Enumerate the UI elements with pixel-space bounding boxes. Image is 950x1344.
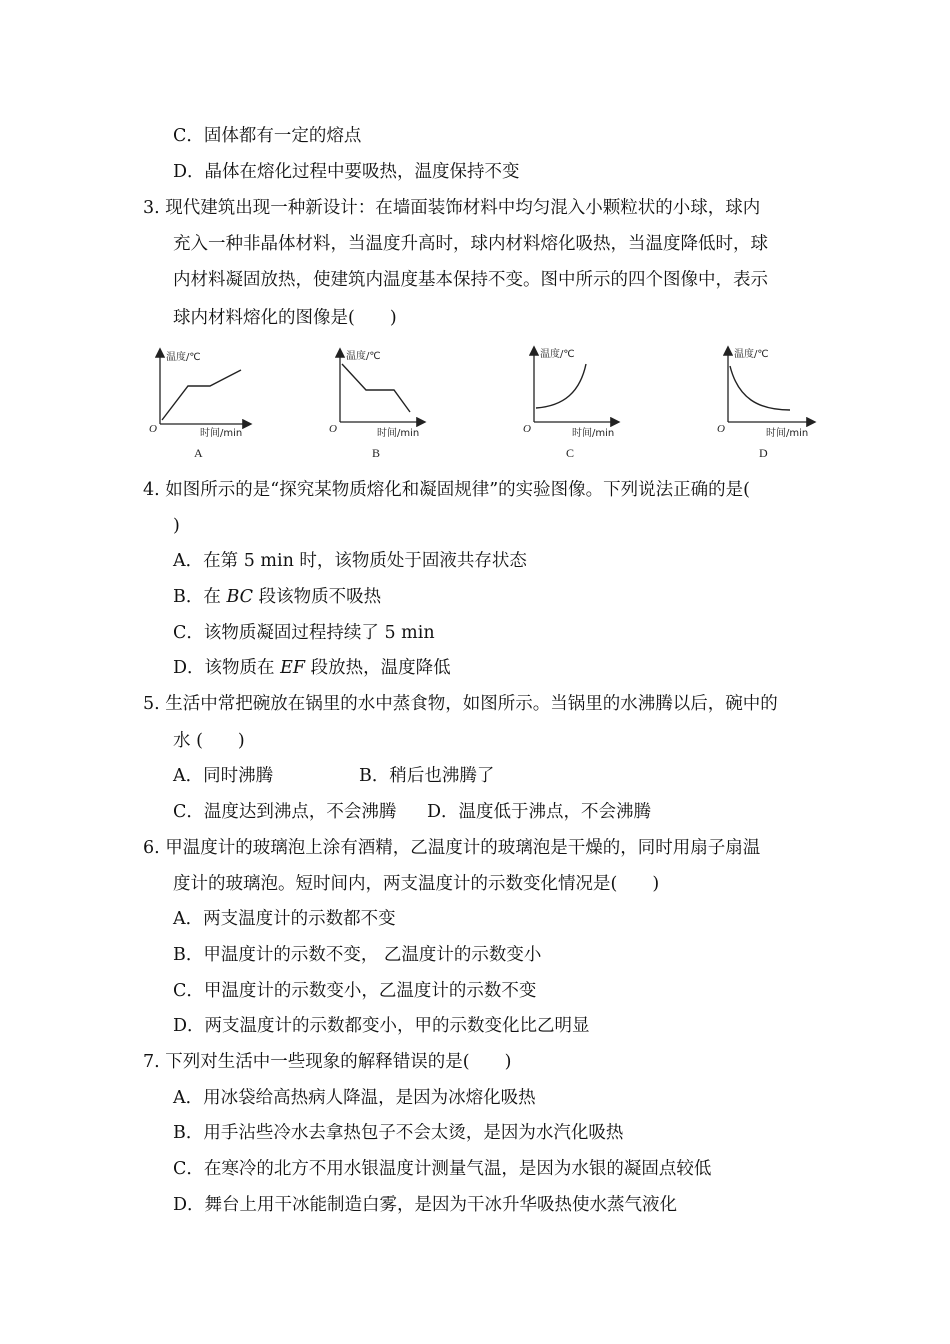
q6-stem-line1: 6. 甲温度计的玻璃泡上涂有酒精，乙温度计的玻璃泡是干燥的，同时用扇子扇温 bbox=[143, 838, 761, 858]
q6-option-b: B．甲温度计的示数不变， 乙温度计的示数变小 bbox=[173, 945, 542, 965]
q3-stem-line3: 内材料凝固放热，使建筑内温度基本保持不变。图中所示的四个图像中，表示 bbox=[173, 270, 768, 290]
q7-option-c: C．在寒冷的北方不用水银温度计测量气温，是因为水银的凝固点较低 bbox=[173, 1159, 712, 1179]
q7-option-d: D．舞台上用干冰能制造白雾，是因为干冰升华吸热使水蒸气液化 bbox=[173, 1195, 678, 1215]
q4-option-c: C．该物质凝固过程持续了 5 min bbox=[173, 623, 435, 643]
graph-label: B bbox=[372, 446, 381, 460]
q5-stem-line2: 水 ( ) bbox=[173, 731, 245, 751]
graph-label: A bbox=[194, 446, 203, 460]
q4-option-b bbox=[173, 585, 381, 609]
q4-option-d-prefix: D．该物质在 bbox=[173, 658, 281, 678]
x-axis-label: 时间/min bbox=[766, 428, 809, 439]
curve-b bbox=[342, 364, 410, 412]
q3-graph-d bbox=[716, 340, 866, 464]
q3-stem-line4: 球内材料熔化的图像是( ) bbox=[173, 308, 397, 328]
q6-option-c: C．甲温度计的示数变小，乙温度计的示数不变 bbox=[173, 981, 537, 1001]
q4-option-a: A．在第 5 min 时，该物质处于固液共存状态 bbox=[173, 551, 527, 571]
q5-option-c: C．温度达到沸点，不会沸腾 bbox=[173, 802, 397, 822]
q7-option-a: A．用冰袋给高热病人降温，是因为冰熔化吸热 bbox=[173, 1088, 536, 1108]
origin-label: O bbox=[717, 423, 725, 435]
q5-option-b: B．稍后也沸腾了 bbox=[359, 766, 495, 786]
q5-option-d: D．温度低于沸点，不会沸腾 bbox=[427, 802, 652, 822]
q6-option-a: A．两支温度计的示数都不变 bbox=[173, 909, 396, 929]
q4-option-b-prefix: B．在 bbox=[173, 587, 227, 607]
q5-stem-line1: 5. 生活中常把碗放在锅里的水中蒸食物，如图所示。当锅里的水沸腾以后，碗中的 bbox=[143, 694, 778, 714]
q4-stem-line2: ) bbox=[173, 516, 180, 536]
y-axis-label: 温度/℃ bbox=[166, 352, 201, 363]
q3-stem-line2: 充入一种非晶体材料，当温度升高时，球内材料熔化吸热，当温度降低时，球 bbox=[173, 234, 768, 254]
origin-label: O bbox=[329, 423, 337, 435]
origin-label: O bbox=[149, 423, 157, 435]
x-axis-label: 时间/min bbox=[572, 428, 615, 439]
q6-stem-line2: 度计的玻璃泡。短时间内，两支温度计的示数变化情况是( ) bbox=[173, 874, 660, 894]
q6-option-d: D．两支温度计的示数都变小，甲的示数变化比乙明显 bbox=[173, 1016, 590, 1036]
graph-label: C bbox=[566, 446, 575, 460]
q2-option-c: C．固体都有一定的熔点 bbox=[173, 126, 362, 146]
q4-stem-line1: 4. 如图所示的是“探究某物质熔化和凝固规律”的实验图像。下列说法正确的是( bbox=[143, 480, 750, 500]
q4-option-d-segment: EF bbox=[280, 658, 306, 678]
q4-option-b-segment: BC bbox=[226, 587, 254, 607]
q7-stem-line1: 7. 下列对生活中一些现象的解释错误的是( ) bbox=[143, 1052, 512, 1072]
q4-option-d bbox=[173, 656, 451, 680]
curve-a bbox=[162, 370, 241, 420]
y-axis-label: 温度/℃ bbox=[734, 349, 769, 360]
graph-label: D bbox=[759, 446, 768, 460]
q2-option-d: D．晶体在熔化过程中要吸热，温度保持不变 bbox=[173, 162, 520, 182]
x-axis-label: 时间/min bbox=[377, 428, 420, 439]
curve-c bbox=[536, 364, 586, 408]
q5-option-a: A．同时沸腾 bbox=[173, 766, 274, 786]
q3-stem-line1: 3. 现代建筑出现一种新设计：在墙面装饰材料中均匀混入小颗粒状的小球，球内 bbox=[143, 198, 761, 218]
q4-option-b-suffix: 段该物质不吸热 bbox=[253, 587, 382, 607]
y-axis-label: 温度/℃ bbox=[540, 349, 575, 360]
q3-graph-b bbox=[328, 340, 478, 464]
q4-option-d-suffix: 段放热，温度降低 bbox=[305, 658, 451, 678]
curve-d bbox=[730, 366, 790, 410]
x-axis-label: 时间/min bbox=[200, 428, 243, 439]
q7-option-b: B．用手沾些冷水去拿热包子不会太烫，是因为水汽化吸热 bbox=[173, 1123, 624, 1143]
origin-label: O bbox=[523, 423, 531, 435]
q3-graph-a bbox=[148, 340, 298, 464]
q3-graph-c bbox=[522, 340, 672, 464]
y-axis-label: 温度/℃ bbox=[346, 351, 381, 362]
